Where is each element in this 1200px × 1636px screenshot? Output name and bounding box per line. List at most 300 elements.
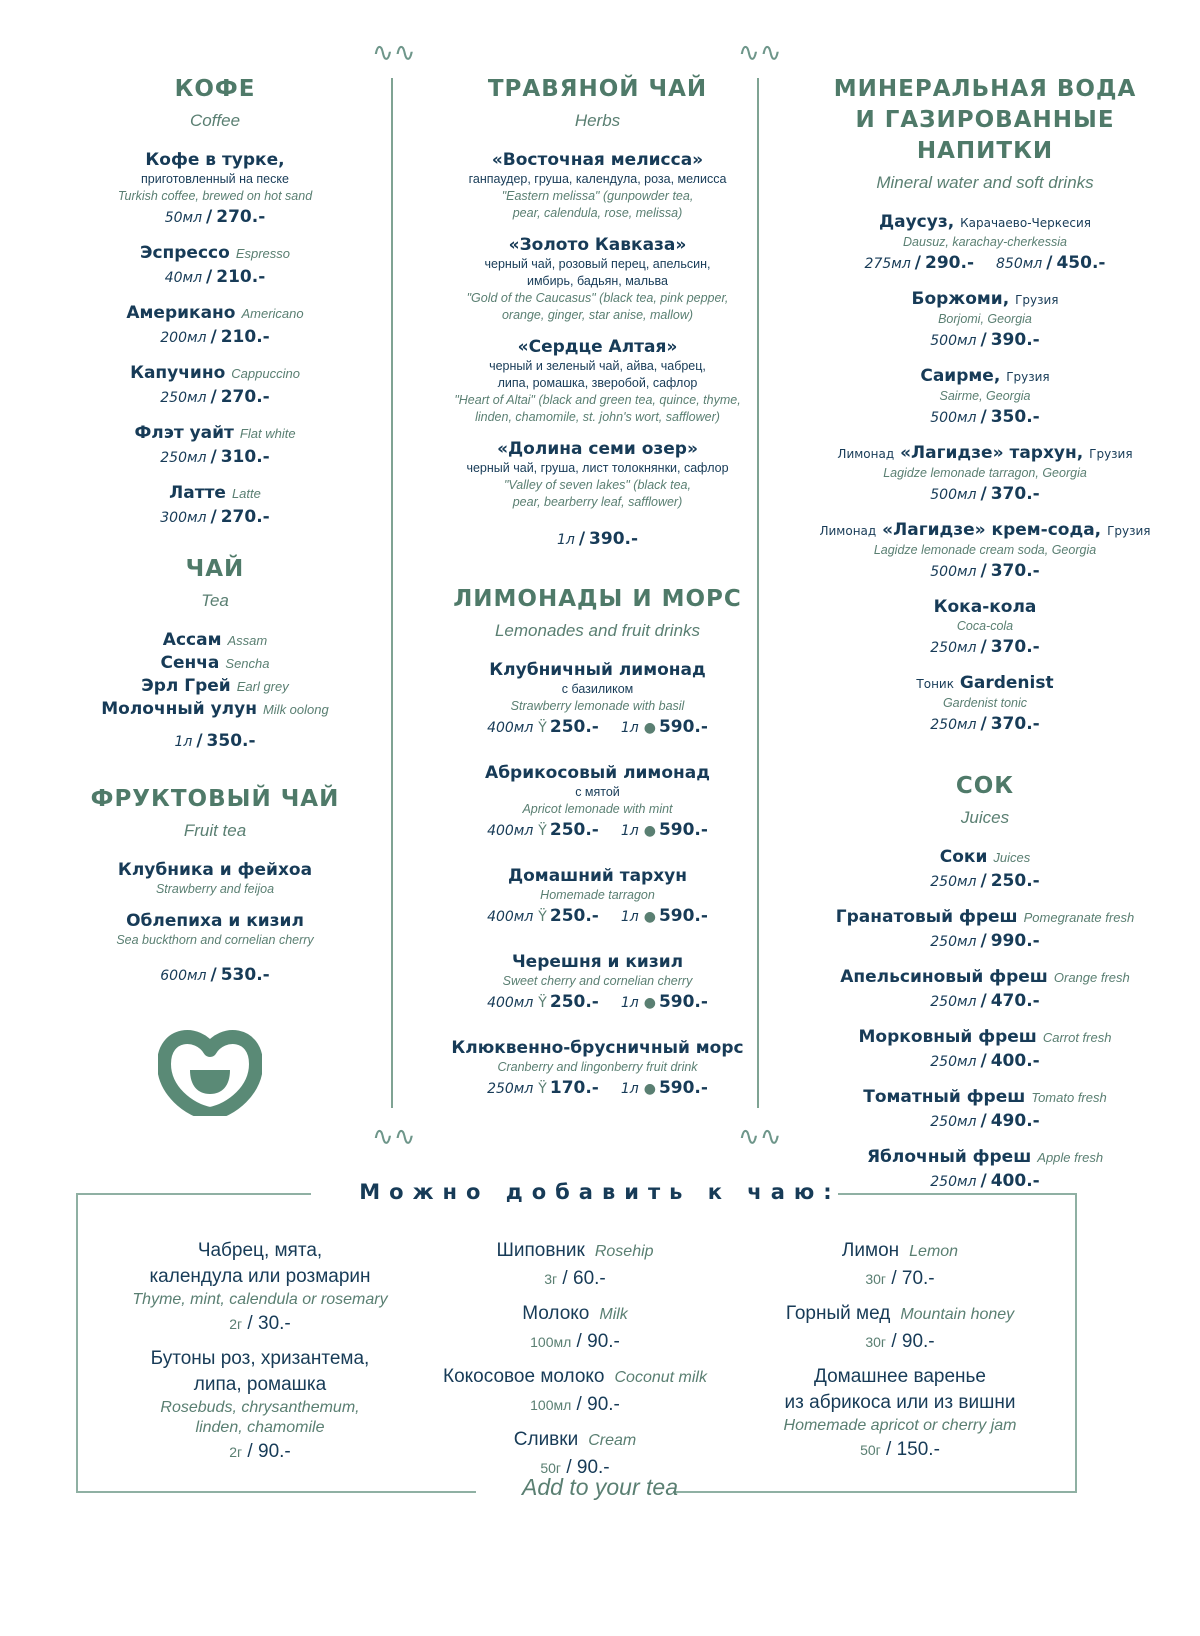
addon-en-name: Rosehip bbox=[594, 1243, 654, 1260]
item-en-name: Milk oolong bbox=[262, 702, 329, 717]
menu-item bbox=[35, 149, 395, 230]
item-en-description: pear, bearberry leaf, safflower) bbox=[512, 495, 683, 509]
item-en-description: Strawberry and feijoa bbox=[155, 882, 275, 896]
item-price-line: 40мл / 210.- bbox=[164, 267, 266, 287]
volume: 40мл bbox=[164, 270, 203, 286]
menu-item bbox=[35, 859, 395, 898]
addon-name: Бутоны роз, хризантема, липа, ромашка bbox=[150, 1348, 370, 1395]
menu-item bbox=[795, 672, 1175, 737]
item-origin: Грузия bbox=[1006, 370, 1050, 384]
item-name: «Лагидзе» крем-сода, bbox=[882, 520, 1102, 540]
item-name: Эрл Грей bbox=[141, 676, 231, 696]
price: 590.- bbox=[658, 1078, 708, 1098]
volume: 1л bbox=[620, 1081, 639, 1097]
price: 370.- bbox=[990, 714, 1040, 734]
volume: 850мл bbox=[996, 256, 1043, 272]
juice-section bbox=[795, 771, 1175, 1194]
volume: 250мл bbox=[160, 450, 207, 466]
section-subtitle: Coffee bbox=[189, 111, 241, 130]
volume: 250мл bbox=[930, 1054, 977, 1070]
addon-name: Сливки bbox=[513, 1429, 579, 1450]
jug-icon: ● bbox=[643, 720, 656, 736]
item-price-line bbox=[405, 715, 790, 740]
item-price-line: 250мл / 490.- bbox=[930, 1111, 1040, 1131]
addons-title: Можно добавить к чаю: bbox=[359, 1180, 841, 1204]
price: 590.- bbox=[658, 906, 708, 926]
volume: 500мл bbox=[930, 333, 977, 349]
item-en-description: orange, ginger, star anise, mallow) bbox=[501, 308, 694, 322]
menu-item bbox=[795, 966, 1175, 1014]
menu-item bbox=[405, 951, 790, 1015]
herbal-section bbox=[405, 74, 790, 552]
menu-item bbox=[795, 596, 1175, 660]
item-price-line: 250мл / 370.- bbox=[930, 714, 1040, 734]
jug-icon: ● bbox=[643, 995, 656, 1011]
addon-name: Домашнее варенье из абрикоса или из вишни bbox=[784, 1366, 1016, 1413]
volume: 50г bbox=[860, 1442, 881, 1458]
menu-item bbox=[35, 910, 395, 949]
item-price-line: 250мл / 370.- bbox=[930, 637, 1040, 657]
price: 250.- bbox=[549, 992, 599, 1012]
item-origin: Грузия bbox=[1107, 524, 1151, 538]
volume: 250мл bbox=[160, 390, 207, 406]
item-name: Саирме, bbox=[920, 366, 1001, 386]
menu-item bbox=[795, 906, 1175, 954]
menu-item bbox=[35, 422, 395, 470]
price: 270.- bbox=[216, 207, 266, 227]
item-name: Эспрессо bbox=[139, 243, 230, 263]
fruit-tea-section bbox=[35, 784, 395, 988]
price: 90.- bbox=[258, 1441, 291, 1462]
price: 250.- bbox=[549, 820, 599, 840]
section-title: ЛИМОНАДЫ И МОРС bbox=[453, 586, 742, 612]
item-en-description: Turkish coffee, brewed on hot sand bbox=[117, 189, 313, 203]
volume: 400мл bbox=[487, 720, 534, 736]
volume: 400мл bbox=[487, 909, 534, 925]
price: 370.- bbox=[990, 484, 1040, 504]
item-ru-description: приготовленный на песке bbox=[141, 172, 289, 186]
price: 250.- bbox=[549, 906, 599, 926]
menu-item bbox=[795, 519, 1175, 584]
volume: 500мл bbox=[930, 410, 977, 426]
menu-item bbox=[795, 288, 1175, 353]
addon-price-line: 2г / 30.- bbox=[229, 1313, 291, 1334]
addon-en-name: Lemon bbox=[909, 1243, 959, 1260]
volume: 600мл bbox=[160, 968, 207, 984]
volume: 2г bbox=[229, 1444, 243, 1460]
volume: 100мл bbox=[530, 1334, 572, 1350]
volume: 250мл bbox=[487, 1081, 534, 1097]
menu-item bbox=[405, 762, 790, 843]
item-en-name: Sencha bbox=[225, 656, 270, 671]
item-name: Капучино bbox=[130, 363, 226, 383]
item-price-line: 500мл / 390.- bbox=[930, 330, 1040, 350]
item-name: Гранатовый фреш bbox=[835, 907, 1018, 927]
item-en-name: Espresso bbox=[235, 246, 291, 261]
addon-price-line: 30г / 90.- bbox=[865, 1331, 935, 1352]
item-origin: Грузия bbox=[1089, 447, 1133, 461]
item-en-description: Sea buckthorn and cornelian cherry bbox=[116, 933, 314, 947]
item-ru-description: с мятой bbox=[575, 785, 620, 799]
item-price-line bbox=[405, 818, 790, 843]
volume: 3г bbox=[544, 1271, 558, 1287]
volume: 275мл bbox=[864, 256, 911, 272]
item-name: Боржоми, bbox=[911, 289, 1010, 309]
addon-item bbox=[100, 1346, 420, 1466]
item-price-line: 500мл / 370.- bbox=[930, 484, 1040, 504]
item-price-line bbox=[405, 904, 790, 929]
item-prefix: Лимонад bbox=[819, 524, 877, 538]
item-en-description: Strawberry lemonade with basil bbox=[510, 699, 685, 713]
item-name: Ассам bbox=[162, 630, 222, 650]
volume: 250мл bbox=[930, 717, 977, 733]
item-price-line: 250мл / 270.- bbox=[160, 387, 270, 407]
addon-name: Кокосовое молоко bbox=[443, 1366, 605, 1387]
price: 350.- bbox=[206, 731, 256, 751]
item-name: «Лагидзе» тархун, bbox=[900, 443, 1084, 463]
item-price-line: 250мл / 310.- bbox=[160, 447, 270, 467]
coffee-section bbox=[35, 74, 395, 530]
addon-item bbox=[740, 1301, 1060, 1356]
price: 170.- bbox=[549, 1078, 599, 1098]
addon-price-line: 30г / 70.- bbox=[865, 1268, 935, 1289]
item-price-line bbox=[405, 1076, 790, 1101]
price: 270.- bbox=[220, 507, 270, 527]
menu-item bbox=[405, 234, 790, 324]
volume: 200мл bbox=[160, 330, 207, 346]
item-price-line: 275мл / 290.- 850мл / 450.- bbox=[864, 253, 1106, 273]
item-en-description: Lagidze lemonade tarragon, Georgia bbox=[883, 466, 1087, 480]
price: 90.- bbox=[901, 1331, 935, 1352]
item-en-description: "Gold of the Caucasus" (black tea, pink pepper, bbox=[466, 291, 729, 305]
section-subtitle: Mineral water and soft drinks bbox=[876, 173, 1094, 192]
menu-item bbox=[35, 362, 395, 410]
section-title: ФРУКТОВЫЙ ЧАЙ bbox=[90, 786, 340, 812]
menu-item bbox=[35, 242, 395, 290]
menu-item bbox=[795, 442, 1175, 507]
addons-footer: Add to your tea bbox=[522, 1474, 678, 1500]
item-en-description: "Eastern melissa" (gunpowder tea, bbox=[501, 189, 694, 203]
addon-name: Шиповник bbox=[496, 1240, 585, 1261]
volume: 250мл bbox=[930, 874, 977, 890]
item-en-name: Flat white bbox=[239, 426, 296, 441]
price: 450.- bbox=[1056, 253, 1106, 273]
menu-item bbox=[795, 846, 1175, 894]
item-en-name: Assam bbox=[227, 633, 268, 648]
volume: 30г bbox=[865, 1334, 887, 1350]
item-price-line: 50мл / 270.- bbox=[164, 207, 266, 227]
addon-item bbox=[420, 1301, 730, 1356]
price: 350.- bbox=[990, 407, 1040, 427]
jug-icon: ● bbox=[643, 909, 656, 925]
addon-name: Молоко bbox=[522, 1303, 590, 1324]
addon-en-name: Milk bbox=[599, 1306, 628, 1323]
menu-item bbox=[405, 659, 790, 740]
item-name: Даусуз, bbox=[878, 212, 955, 232]
item-ru-description: черный чай, груша, лист толокнянки, сафлор bbox=[466, 461, 729, 475]
price: 70.- bbox=[901, 1268, 935, 1289]
swirl-ornament-icon: ∿∿ bbox=[738, 38, 782, 68]
section-title: ЧАЙ bbox=[185, 556, 245, 582]
addon-en-name: Thyme, mint, calendula or rosemary bbox=[132, 1291, 388, 1308]
left-column bbox=[35, 74, 395, 988]
item-en-name: Apple fresh bbox=[1037, 1150, 1104, 1165]
price: 390.- bbox=[589, 529, 639, 549]
volume: 1л bbox=[620, 995, 639, 1011]
tea-section bbox=[35, 554, 395, 754]
addon-price-line: 50г / 150.- bbox=[860, 1439, 940, 1460]
swirl-ornament-icon: ∿∿ bbox=[372, 38, 416, 68]
item-price-line: 250мл / 470.- bbox=[930, 991, 1040, 1011]
price: 590.- bbox=[658, 992, 708, 1012]
glass-icon: Ÿ bbox=[538, 823, 547, 839]
price: 990.- bbox=[990, 931, 1040, 951]
price: 150.- bbox=[896, 1439, 940, 1460]
addons-column bbox=[100, 1238, 420, 1474]
item-price-line: 250мл / 400.- bbox=[930, 1171, 1040, 1191]
item-en-description: pear, calendula, rose, melissa) bbox=[512, 206, 683, 220]
volume: 1л bbox=[174, 734, 193, 750]
price: 370.- bbox=[990, 561, 1040, 581]
volume: 500мл bbox=[930, 487, 977, 503]
price: 370.- bbox=[990, 637, 1040, 657]
glass-icon: Ÿ bbox=[538, 909, 547, 925]
section-subtitle: Tea bbox=[201, 591, 229, 610]
item-name: Клубничный лимонад bbox=[489, 660, 706, 680]
menu-item bbox=[405, 438, 790, 511]
item-name: Яблочный фреш bbox=[866, 1147, 1032, 1167]
addon-name: Горный мед bbox=[785, 1303, 891, 1324]
swirl-ornament-icon: ∿∿ bbox=[372, 1122, 416, 1152]
addon-en-name: Cream bbox=[588, 1432, 637, 1449]
glass-icon: Ÿ bbox=[538, 1081, 547, 1097]
item-ru-description: липа, ромашка, зверобой, сафлор bbox=[497, 376, 698, 390]
price: 310.- bbox=[220, 447, 270, 467]
item-price-line: 250мл / 250.- bbox=[930, 871, 1040, 891]
item-en-description: "Heart of Altai" (black and green tea, quince, thyme, bbox=[454, 393, 741, 407]
item-en-description: Sweet cherry and cornelian cherry bbox=[502, 974, 693, 988]
item-en-name: Earl grey bbox=[236, 679, 289, 694]
item-price-line: 200мл / 210.- bbox=[160, 327, 270, 347]
tea-row bbox=[35, 629, 395, 652]
item-name: Кофе в турке, bbox=[145, 150, 285, 170]
volume: 100мл bbox=[530, 1397, 572, 1413]
addon-en-name: Rosebuds, chrysanthemum, linden, chamomile bbox=[160, 1399, 360, 1436]
lemonades-section bbox=[405, 584, 790, 1101]
right-column bbox=[795, 74, 1175, 1206]
item-name: Американо bbox=[126, 303, 236, 323]
item-en-description: Cranberry and lingonberry fruit drink bbox=[497, 1060, 698, 1074]
price: 530.- bbox=[220, 965, 270, 985]
addon-name: Лимон bbox=[841, 1240, 900, 1261]
price: 90.- bbox=[587, 1394, 620, 1415]
swirl-ornament-icon: ∿∿ bbox=[738, 1122, 782, 1152]
addon-item bbox=[740, 1364, 1060, 1464]
jug-icon: ● bbox=[643, 1081, 656, 1097]
item-price-line: 600мл / 530.- bbox=[160, 965, 270, 985]
price: 270.- bbox=[220, 387, 270, 407]
section-subtitle: Herbs bbox=[574, 111, 621, 130]
item-name: Домашний тархун bbox=[507, 866, 687, 886]
item-price-line bbox=[405, 990, 790, 1015]
price: 400.- bbox=[990, 1171, 1040, 1191]
item-origin: Грузия bbox=[1015, 293, 1059, 307]
item-prefix: Лимонад bbox=[837, 447, 895, 461]
volume: 1л bbox=[556, 532, 575, 548]
item-name: Морковный фреш bbox=[858, 1027, 1037, 1047]
menu-item bbox=[35, 482, 395, 530]
menu-item bbox=[795, 211, 1175, 276]
addon-en-name: Homemade apricot or cherry jam bbox=[783, 1417, 1017, 1434]
item-name: Молочный улун bbox=[101, 699, 257, 719]
volume: 250мл bbox=[930, 994, 977, 1010]
addon-item bbox=[100, 1238, 420, 1338]
volume: 1л bbox=[620, 909, 639, 925]
menu-item bbox=[35, 302, 395, 350]
item-en-name: Pomegranate fresh bbox=[1023, 910, 1135, 925]
item-en-name: Cappuccino bbox=[231, 366, 300, 381]
volume: 250мл bbox=[930, 1174, 977, 1190]
volume: 250мл bbox=[930, 934, 977, 950]
price: 490.- bbox=[990, 1111, 1040, 1131]
glass-icon: Ÿ bbox=[538, 995, 547, 1011]
tea-row bbox=[35, 675, 395, 698]
addon-price-line: 100мл / 90.- bbox=[530, 1394, 620, 1415]
item-en-description: "Valley of seven lakes" (black tea, bbox=[504, 478, 691, 492]
item-price-line: 250мл / 990.- bbox=[930, 931, 1040, 951]
item-name: Соки bbox=[939, 847, 988, 867]
item-en-description: Apricot lemonade with mint bbox=[522, 802, 673, 816]
price: 90.- bbox=[587, 1331, 620, 1352]
item-name: Облепиха и кизил bbox=[126, 911, 304, 931]
item-en-name: Carrot fresh bbox=[1042, 1030, 1112, 1045]
item-name: Клюквенно-брусничный морс bbox=[451, 1038, 744, 1058]
addon-price-line: 100мл / 90.- bbox=[530, 1331, 620, 1352]
item-price-line: 300мл / 270.- bbox=[160, 507, 270, 527]
addon-price-line: 3г / 60.- bbox=[544, 1268, 606, 1289]
item-en-name: Juices bbox=[993, 850, 1031, 865]
item-origin: Карачаево-Черкесия bbox=[960, 216, 1091, 230]
item-name: Сенча bbox=[160, 653, 220, 673]
addon-en-name: Mountain honey bbox=[900, 1306, 1015, 1323]
price: 470.- bbox=[990, 991, 1040, 1011]
menu-item bbox=[795, 365, 1175, 430]
addon-price-line: 50г / 90.- bbox=[540, 1457, 610, 1478]
item-name: Абрикосовый лимонад bbox=[485, 763, 710, 783]
addons-column bbox=[740, 1238, 1060, 1472]
item-name: Флэт уайт bbox=[134, 423, 234, 443]
item-en-description: Lagidze lemonade cream soda, Georgia bbox=[873, 543, 1097, 557]
tea-row bbox=[35, 698, 395, 721]
volume: 1л bbox=[620, 823, 639, 839]
item-name: Клубника и фейхоа bbox=[117, 860, 313, 880]
section-subtitle: Juices bbox=[960, 808, 1010, 827]
item-ru-description: черный и зеленый чай, айва, чабрец, bbox=[489, 359, 706, 373]
item-price-line: 500мл / 370.- bbox=[930, 561, 1040, 581]
menu-item bbox=[795, 1086, 1175, 1134]
item-name: Черешня и кизил bbox=[511, 952, 684, 972]
price: 290.- bbox=[925, 253, 974, 273]
addon-item bbox=[420, 1364, 730, 1419]
item-name: Латте bbox=[169, 483, 226, 503]
item-en-description: Dausuz, karachay-cherkessia bbox=[903, 235, 1067, 249]
menu-item bbox=[405, 149, 790, 222]
item-ru-description: ганпаудер, груша, календула, роза, мелисса bbox=[468, 172, 727, 186]
item-name: Кока-кола bbox=[933, 597, 1037, 617]
price: 60.- bbox=[573, 1268, 606, 1289]
item-ru-description: с базиликом bbox=[561, 682, 634, 696]
tea-row bbox=[35, 652, 395, 675]
item-price-line: 1л / 390.- bbox=[556, 529, 639, 549]
item-en-description: linden, chamomile, st. john's wort, safflower) bbox=[475, 410, 720, 424]
item-price-line: 250мл / 400.- bbox=[930, 1051, 1040, 1071]
item-en-description: Homemade tarragon bbox=[540, 888, 655, 902]
price: 250.- bbox=[549, 717, 599, 737]
item-name: «Сердце Алтая» bbox=[517, 337, 678, 357]
item-name: Апельсиновый фреш bbox=[840, 967, 1048, 987]
item-en-description: Gardenist tonic bbox=[942, 696, 1028, 710]
addon-en-name: Coconut milk bbox=[614, 1369, 707, 1386]
item-en-description: Borjomi, Georgia bbox=[938, 312, 1032, 326]
addon-item bbox=[740, 1238, 1060, 1293]
glass-icon: Ÿ bbox=[538, 720, 547, 736]
menu-item bbox=[795, 1026, 1175, 1074]
item-price-line: 1л / 350.- bbox=[174, 731, 256, 751]
volume: 1л bbox=[620, 720, 639, 736]
item-en-name: Americano bbox=[241, 306, 304, 321]
section-title: СОК bbox=[955, 773, 1015, 799]
menu-item bbox=[405, 865, 790, 929]
item-en-name: Latte bbox=[231, 486, 261, 501]
section-title: КОФЕ bbox=[174, 76, 256, 102]
volume: 400мл bbox=[487, 823, 534, 839]
volume: 250мл bbox=[930, 640, 977, 656]
volume: 500мл bbox=[930, 564, 977, 580]
volume: 400мл bbox=[487, 995, 534, 1011]
item-ru-description: имбирь, бадьян, мальва bbox=[526, 274, 669, 288]
price: 590.- bbox=[658, 717, 708, 737]
price: 210.- bbox=[220, 327, 270, 347]
addon-name: Чабрец, мята, календула или розмарин bbox=[149, 1240, 371, 1287]
price: 30.- bbox=[258, 1313, 291, 1334]
item-name: «Восточная мелисса» bbox=[491, 150, 704, 170]
volume: 30г bbox=[865, 1271, 887, 1287]
item-en-description: Sairme, Georgia bbox=[939, 389, 1031, 403]
item-en-name: Orange fresh bbox=[1053, 970, 1130, 985]
addon-price-line: 2г / 90.- bbox=[229, 1441, 291, 1462]
price: 400.- bbox=[990, 1051, 1040, 1071]
section-title: ТРАВЯНОЙ ЧАЙ bbox=[487, 76, 708, 102]
item-name: Томатный фреш bbox=[863, 1087, 1026, 1107]
volume: 250мл bbox=[930, 1114, 977, 1130]
volume: 50мл bbox=[164, 210, 203, 226]
price: 250.- bbox=[990, 871, 1040, 891]
item-name: «Золото Кавказа» bbox=[508, 235, 687, 255]
addon-item bbox=[420, 1238, 730, 1293]
price: 390.- bbox=[990, 330, 1040, 350]
addon-item bbox=[420, 1427, 730, 1482]
item-en-description: Coca-cola bbox=[956, 619, 1014, 633]
section-title: МИНЕРАЛЬНАЯ ВОДА И ГАЗИРОВАННЫЕ НАПИТКИ bbox=[833, 76, 1137, 164]
price: 210.- bbox=[216, 267, 266, 287]
jug-icon: ● bbox=[643, 823, 656, 839]
cafe-logo-icon bbox=[158, 1028, 262, 1120]
price: 590.- bbox=[658, 820, 708, 840]
item-price-line: 500мл / 350.- bbox=[930, 407, 1040, 427]
menu-item bbox=[405, 1037, 790, 1101]
section-subtitle: Lemonades and fruit drinks bbox=[494, 621, 701, 640]
volume: 300мл bbox=[160, 510, 207, 526]
